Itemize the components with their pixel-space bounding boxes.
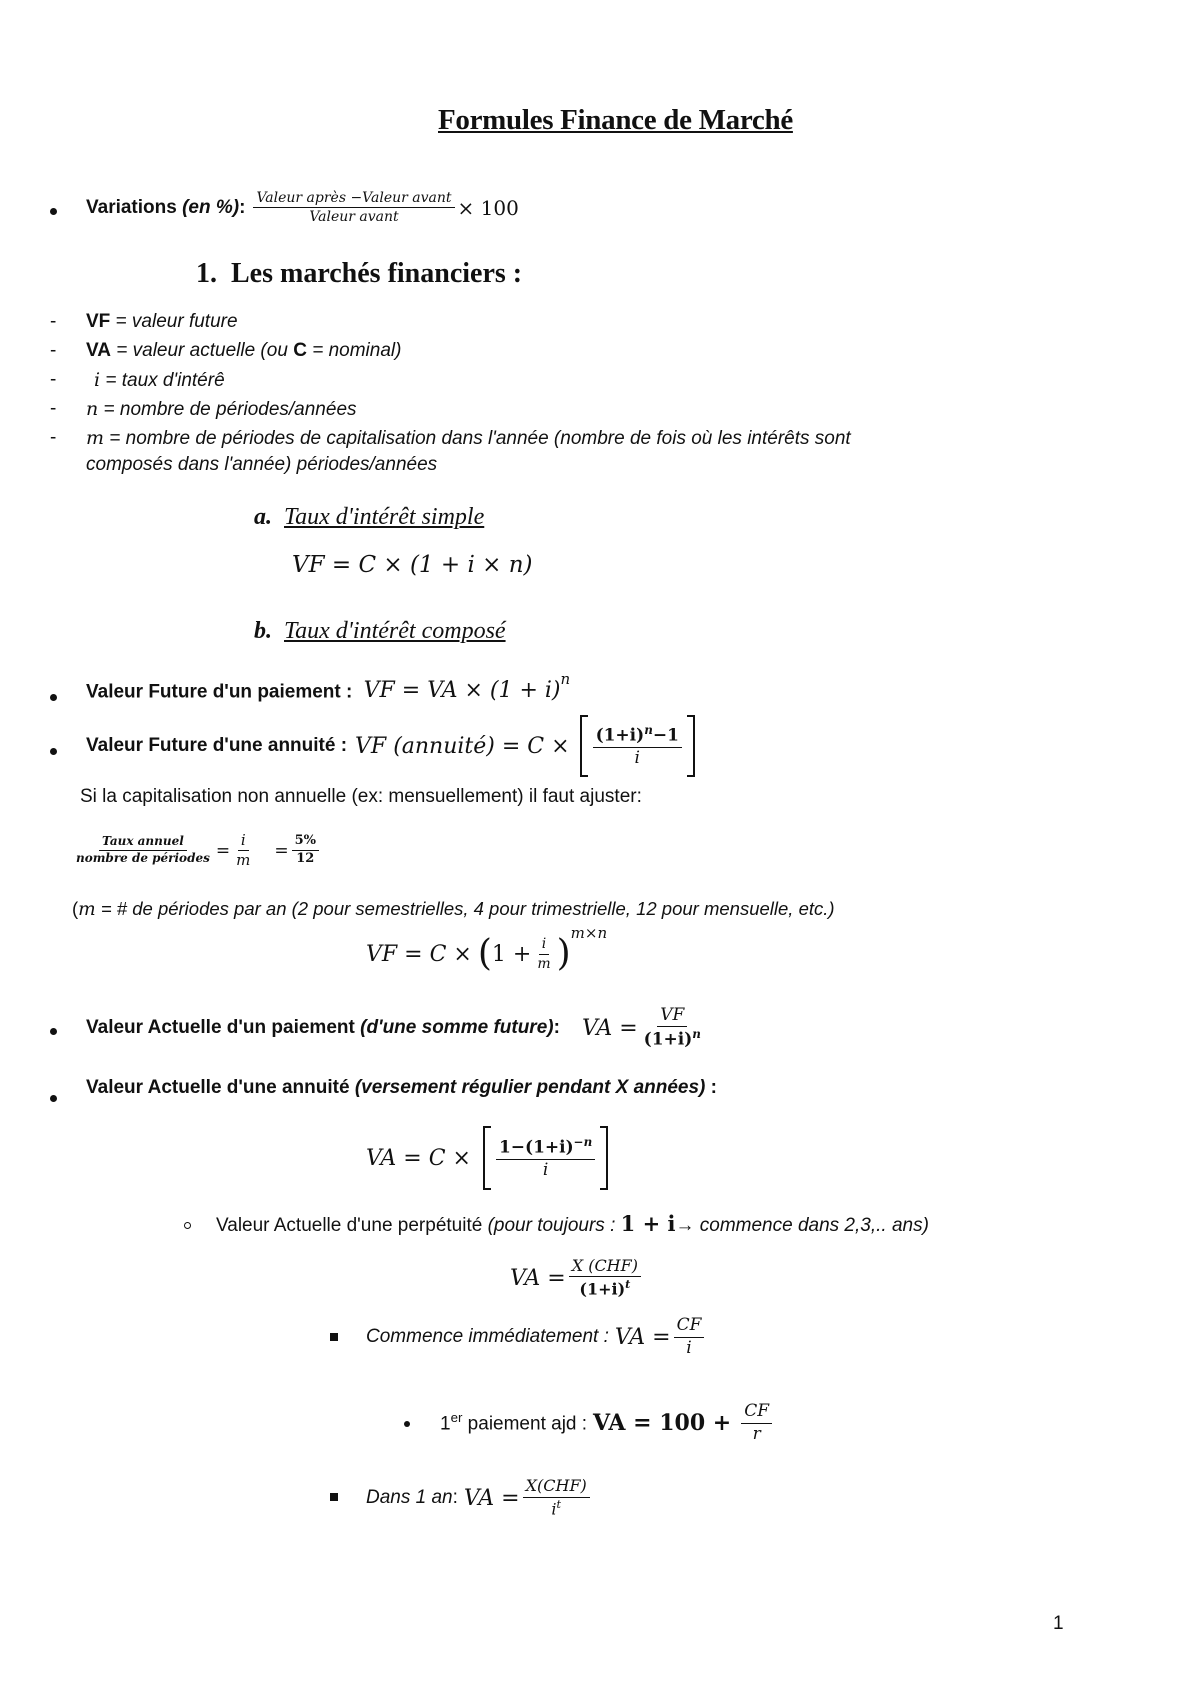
den: 12 xyxy=(296,851,315,867)
vf-m-formula: VF = C × ( 1 + $\frac{i}{m}$ ) m×n xyxy=(366,924,608,974)
den: i xyxy=(542,1159,549,1180)
vf-symbol: VF xyxy=(86,311,111,332)
num: CF xyxy=(741,1402,772,1424)
i-symbol: i xyxy=(94,369,101,391)
circle-bullet xyxy=(184,1222,191,1229)
immediat-line xyxy=(366,1310,707,1364)
lhs: VA = xyxy=(614,1324,671,1350)
page-number: 1 xyxy=(1053,1613,1064,1634)
subsection-b xyxy=(254,618,506,645)
er: er xyxy=(450,1410,463,1426)
perpetuite-label: Valeur Actuelle d'une perpétuité xyxy=(216,1215,483,1236)
first: 1 xyxy=(440,1413,451,1435)
n-text: = nombre de périodes/années xyxy=(98,399,357,420)
equals: = xyxy=(215,840,231,861)
bullet xyxy=(50,208,57,215)
vf-paiement-formula: VF = VA × (1 + i) xyxy=(363,678,561,704)
variations-numerator: Valeur après −Valeur avant xyxy=(253,190,454,208)
den: i xyxy=(634,747,640,768)
five-pct-over-12 xyxy=(292,834,319,867)
va-annuite-bracket xyxy=(483,1126,608,1190)
section-heading xyxy=(196,258,522,290)
num: i xyxy=(539,936,549,954)
section-title: Les marchés financiers : xyxy=(231,258,523,289)
colon: : xyxy=(452,1487,458,1508)
den: m xyxy=(236,851,251,870)
cf-over-i xyxy=(674,1316,705,1358)
num-exp: −n xyxy=(573,1134,593,1149)
vf-paiement-label: Valeur Future d'un paiement : xyxy=(86,681,353,703)
vf-annuite-fraction xyxy=(593,724,682,769)
arrow-text: → commence dans 2,3,.. ans) xyxy=(675,1215,929,1236)
num: CF xyxy=(674,1316,705,1338)
va-paiement-fraction xyxy=(641,1006,704,1051)
vf-text: = valeur future xyxy=(110,311,238,332)
premier-paiement-line xyxy=(440,1395,775,1451)
vf-annuite-label: Valeur Future d'une annuité : xyxy=(86,735,348,756)
definition-m-cont: composés dans l'année) périodes/années xyxy=(86,454,438,475)
one-plus-i: 1 + i xyxy=(620,1211,676,1236)
va-paiement-paren: (d'une somme future) xyxy=(360,1017,554,1038)
va-annuite-paren: (versement régulier pendant X années) xyxy=(354,1077,706,1098)
cf-over-r xyxy=(741,1402,772,1444)
lhs: VA = xyxy=(463,1485,520,1511)
lhs: VA = 100 + xyxy=(593,1410,732,1436)
den-exp: t xyxy=(625,1277,631,1292)
definition-m xyxy=(86,427,851,450)
dash-marker: - xyxy=(50,427,57,448)
perpetuite-formula xyxy=(510,1248,644,1308)
va-symbol: VA xyxy=(86,340,111,361)
taux-annuel-formula xyxy=(70,832,322,870)
n-symbol: n xyxy=(86,398,99,420)
va-annuite-line xyxy=(86,1077,717,1099)
i-text: = taux d'intérê xyxy=(100,370,225,391)
definition-vf xyxy=(86,311,238,333)
subsection-b-title: Taux d'intérêt composé xyxy=(284,618,506,644)
variations-colon: : xyxy=(239,196,246,218)
num: VF xyxy=(657,1006,687,1028)
va-annuite-formula xyxy=(366,1124,608,1192)
i-over-m xyxy=(233,832,253,870)
x-over-i-t xyxy=(523,1477,590,1518)
dans-un-an-label: Dans 1 an xyxy=(366,1487,453,1508)
vf-annuite-line xyxy=(86,712,695,780)
definition-n xyxy=(86,398,357,421)
immediat-label: Commence immédiatement : xyxy=(366,1326,609,1347)
subsection-a-title: Taux d'intérêt simple xyxy=(284,504,485,530)
va-annuite-fraction xyxy=(496,1136,595,1181)
definition-i xyxy=(94,369,225,392)
num-exp: n xyxy=(644,722,653,737)
equals: = xyxy=(274,840,289,861)
i-over-m xyxy=(534,936,553,971)
simple-interest-formula: VF = C × (1 + i × n) xyxy=(292,552,533,578)
num: Taux annuel xyxy=(99,835,187,851)
variations-times: × 100 xyxy=(457,195,519,220)
taux-annuel-frac xyxy=(73,835,213,866)
paren: ( xyxy=(72,898,79,919)
num: X (CHF) xyxy=(569,1257,641,1277)
va-text-1: = valeur actuelle (ou xyxy=(110,340,294,361)
vf-paiement-exponent: n xyxy=(560,670,571,688)
va-paiement-label: Valeur Actuelle d'un paiement xyxy=(86,1017,355,1038)
dash-marker: - xyxy=(50,369,57,390)
perpetuite-line xyxy=(216,1211,929,1237)
num-base: 1−(1+i) xyxy=(498,1137,574,1158)
variations-fraction xyxy=(253,190,454,225)
variations-label: Variations xyxy=(86,196,177,218)
m-note-text: = # de périodes par an (2 pour semestrielles, 4 pour trimestrielle, 12 pour mensuelle, etc.) xyxy=(95,898,835,919)
dash-marker: - xyxy=(50,398,57,419)
va-paiement-line xyxy=(86,996,707,1060)
capitalisation-note: Si la capitalisation non annuelle (ex: mensuellement) il faut ajuster: xyxy=(80,786,642,807)
den: r xyxy=(752,1423,761,1444)
den: i xyxy=(686,1337,692,1358)
den-base: i xyxy=(551,1499,557,1519)
m-symbol: m xyxy=(78,899,96,920)
bullet xyxy=(50,748,57,755)
den: m xyxy=(537,955,551,972)
colon: : xyxy=(705,1077,717,1098)
variations-line xyxy=(86,190,519,225)
subsection-a xyxy=(254,504,484,531)
num-rest: −1 xyxy=(652,725,679,746)
square-bullet xyxy=(330,1333,338,1341)
va-c: C xyxy=(293,340,307,361)
va-annuite-label: Valeur Actuelle d'une annuité xyxy=(86,1077,350,1098)
den-exp: n xyxy=(692,1027,701,1042)
perpetuite-fraction xyxy=(569,1257,641,1299)
variations-denominator: Valeur avant xyxy=(309,209,399,226)
lhs: VF = C × xyxy=(366,941,472,967)
va-text-2: = nominal) xyxy=(306,340,402,361)
subsection-a-letter: a. xyxy=(254,504,272,530)
one-plus: 1 + xyxy=(491,941,532,967)
dans-un-an-line xyxy=(366,1470,593,1526)
square-bullet xyxy=(330,1493,338,1501)
paren-open: (pour toujours : xyxy=(487,1215,621,1236)
num: i xyxy=(238,832,249,851)
vf-annuite-bracket xyxy=(580,715,695,777)
den-base: (1+i) xyxy=(579,1279,626,1299)
den-base: (1+i) xyxy=(643,1029,693,1050)
colon: : xyxy=(553,1017,560,1038)
m-text-1: = nombre de périodes de capitalisation dans l'année (nombre de fois où les intérêts sont xyxy=(104,428,851,449)
bullet xyxy=(50,1028,57,1035)
section-number: 1. xyxy=(196,258,217,289)
vf-annuite-lhs: VF (annuité) = C × xyxy=(355,733,570,759)
vf-paiement-line xyxy=(86,670,571,704)
variations-unit: (en %) xyxy=(182,196,240,218)
subsection-b-letter: b. xyxy=(254,618,272,644)
num: 5% xyxy=(292,834,319,851)
bullet xyxy=(404,1421,410,1427)
text: paiement ajd : xyxy=(462,1413,588,1435)
exponent: m×n xyxy=(570,924,608,942)
bullet xyxy=(50,694,57,701)
bullet xyxy=(50,1095,57,1102)
lhs: VA = xyxy=(581,1015,638,1041)
den: nombre de périodes xyxy=(76,851,210,866)
m-symbol: m xyxy=(86,427,105,449)
lhs: VA = C × xyxy=(366,1145,471,1171)
page-title: Formules Finance de Marché xyxy=(438,104,793,136)
lhs: VA = xyxy=(510,1265,566,1291)
num: X(CHF) xyxy=(523,1477,590,1497)
m-note xyxy=(72,898,835,920)
dash-marker: - xyxy=(50,311,57,332)
definition-va xyxy=(86,340,401,362)
dash-marker: - xyxy=(50,340,57,361)
den-exp: t xyxy=(556,1497,562,1511)
num-base: (1+i) xyxy=(595,725,645,746)
